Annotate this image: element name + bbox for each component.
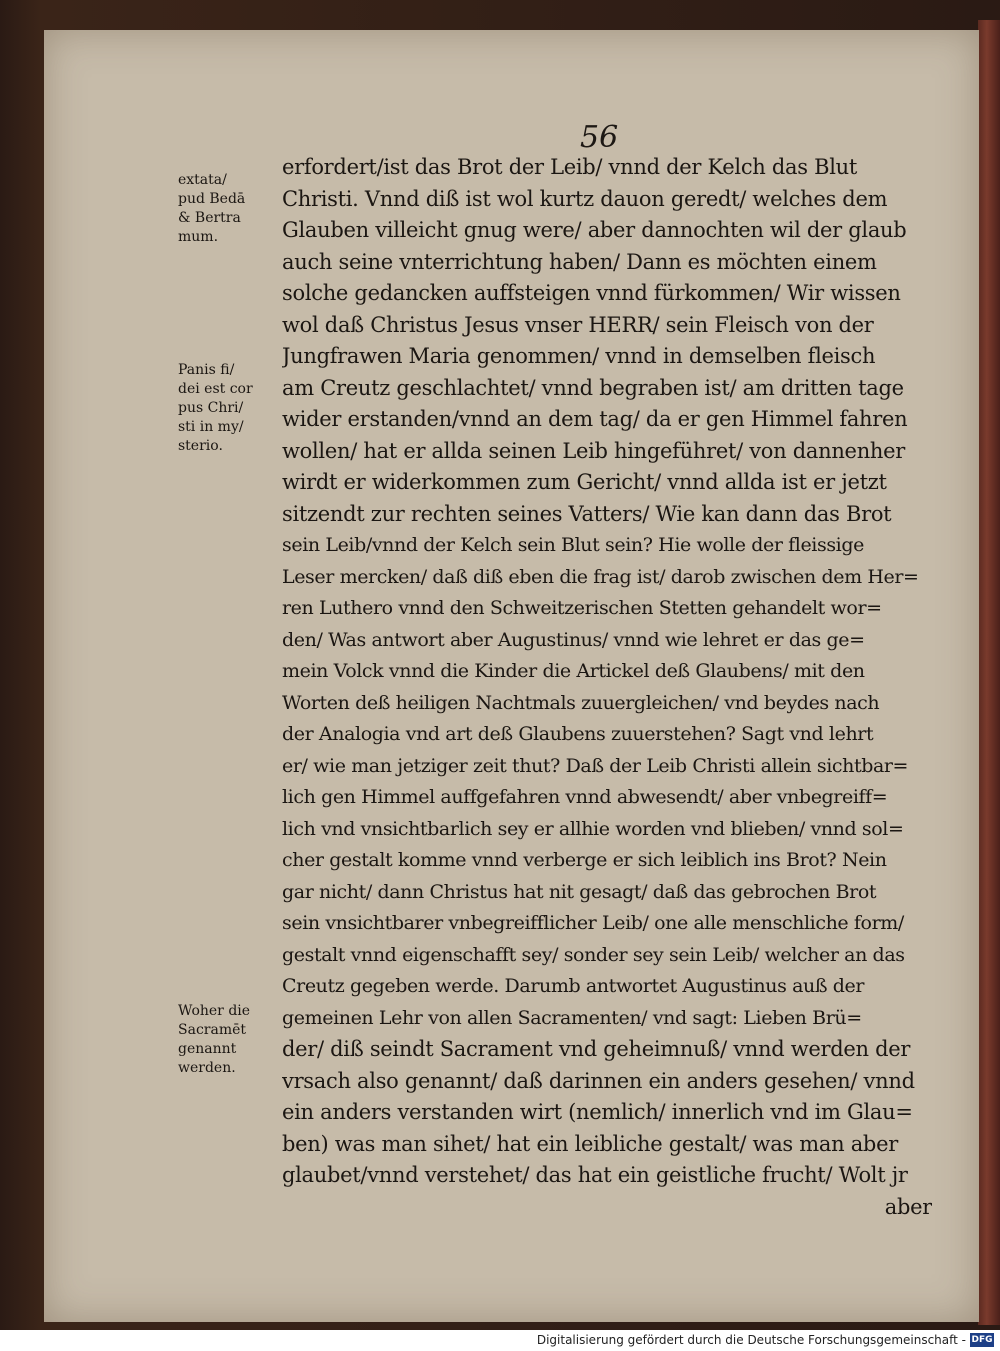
body-text [282, 152, 932, 1223]
text-line: am Creutz geschlachtet/ vnnd begraben ist/ am dritten tage [282, 375, 904, 400]
text-line: mein Volck vnnd die Kinder die Artickel deß Glaubens/ mit den [282, 660, 865, 682]
text-line: der/ diß seindt Sacrament vnd geheimnuß/ vnnd werden der [282, 1037, 911, 1061]
margin-note-line: mum. [178, 229, 219, 245]
text-line: solche gedancken auffsteigen vnnd fürkommen/ Wir wissen [282, 281, 901, 305]
margin-note-2 [178, 361, 278, 456]
text-line: aber [884, 1194, 932, 1219]
text-line: Creutz gegeben werde. Darumb antwortet Augustinus auß der [282, 975, 865, 997]
footer-bar [0, 1330, 1000, 1351]
margin-note-line: genannt [178, 1041, 237, 1057]
text-line: gemeinen Lehr von allen Sacramenten/ vnd sagt: Lieben Brü= [282, 1006, 862, 1029]
margin-note-line: extata/ [178, 172, 227, 188]
margin-note-line: sti in my/ [178, 419, 244, 435]
text-line: wol daß Christus Jesus vnser HERR/ sein Fleisch von der [282, 312, 874, 337]
margin-note-line: werden. [178, 1060, 236, 1076]
text-line: sein Leib/vnnd der Kelch sein Blut sein? Hie wolle der fleissige [282, 534, 864, 556]
text-line: ren Luthero vnnd den Schweitzerischen Stetten gehandelt wor= [282, 597, 882, 619]
text-line: erfordert/ist das Brot der Leib/ vnnd der Kelch das Blut [282, 155, 858, 179]
text-line: wirdt er widerkommen zum Gericht/ vnnd allda ist er jetzt [282, 470, 887, 494]
margin-note-line: Sacramēt [178, 1022, 247, 1038]
margin-note-1 [178, 171, 278, 247]
margin-note-line: & Bertra [178, 210, 241, 226]
text-line: er/ wie man jetziger zeit thut? Daß der Leib Christi allein sichtbar= [282, 754, 909, 777]
text-line: Glauben villeicht gnug were/ aber dannochten wil der glaub [282, 218, 907, 242]
text-line: Worten deß heiligen Nachtmals zuuergleichen/ vnd beydes nach [282, 691, 880, 714]
page-number: 56 [580, 120, 619, 155]
margin-note-line: pus Chri/ [178, 400, 244, 416]
text-line: cher gestalt komme vnnd verberge er sich leiblich ins Brot? Nein [282, 849, 887, 871]
text-line: den/ Was antwort aber Augustinus/ vnnd wie lehret er das ge= [282, 628, 865, 651]
text-line: glaubet/vnnd verstehet/ das hat ein geistliche frucht/ Wolt jr [282, 1163, 908, 1187]
text-line: gar nicht/ dann Christus hat nit gesagt/ daß das gebrochen Brot [282, 880, 877, 903]
text-line: der Analogia vnd art deß Glaubens zuuerstehen? Sagt vnd lehrt [282, 723, 874, 745]
dfg-logo: DFG [971, 1335, 993, 1345]
text-line: vrsach also genannt/ daß darinnen ein anders gesehen/ vnnd [282, 1068, 915, 1093]
text-line: ben) was man sihet/ hat ein leibliche gestalt/ was man aber [282, 1131, 898, 1156]
text-line: sein vnsichtbarer vnbegreifflicher Leib/ one alle menschliche form/ [282, 912, 904, 934]
text-line: wider erstanden/vnnd an dem tag/ da er gen Himmel fahren [282, 407, 908, 431]
text-line: sitzendt zur rechten seines Vatters/ Wie kan dann das Brot [282, 501, 892, 526]
text-line: lich vnd vnsichtbarlich sey er allhie worden vnd blieben/ vnnd sol= [282, 817, 904, 840]
text-line: ein anders verstanden wirt (nemlich/ innerlich vnd im Glau= [282, 1100, 913, 1124]
footer-credit: Digitalisierung gefördert durch die Deutsche Forschungsgemeinschaft - [536, 1333, 966, 1347]
margin-note-3 [178, 1002, 278, 1078]
text-line: Jungfrawen Maria genommen/ vnnd in demselben fleisch [282, 344, 876, 368]
text-line: Christi. Vnnd diß ist wol kurtz dauon geredt/ welches dem [282, 186, 888, 211]
margin-note-line: Woher die [178, 1003, 251, 1019]
text-line: Leser mercken/ daß diß eben die frag ist/ darob zwischen dem Her= [282, 565, 919, 588]
text-line: gestalt vnnd eigenschafft sey/ sonder sey sein Leib/ welcher an das [282, 943, 905, 966]
margin-note-line: dei est cor [178, 381, 253, 397]
margin-note-line: pud Bedā [178, 191, 246, 207]
book-edge [978, 20, 1000, 1325]
margin-note-line: sterio. [178, 438, 223, 454]
margin-note-line: Panis fi/ [178, 362, 235, 378]
text-line: lich gen Himmel auffgefahren vnnd abwesendt/ aber vnbegreiff= [282, 786, 888, 808]
text-line: wollen/ hat er allda seinen Leib hingeführet/ von dannenher [282, 438, 906, 463]
text-line: auch seine vnterrichtung haben/ Dann es möchten einem [282, 249, 877, 274]
